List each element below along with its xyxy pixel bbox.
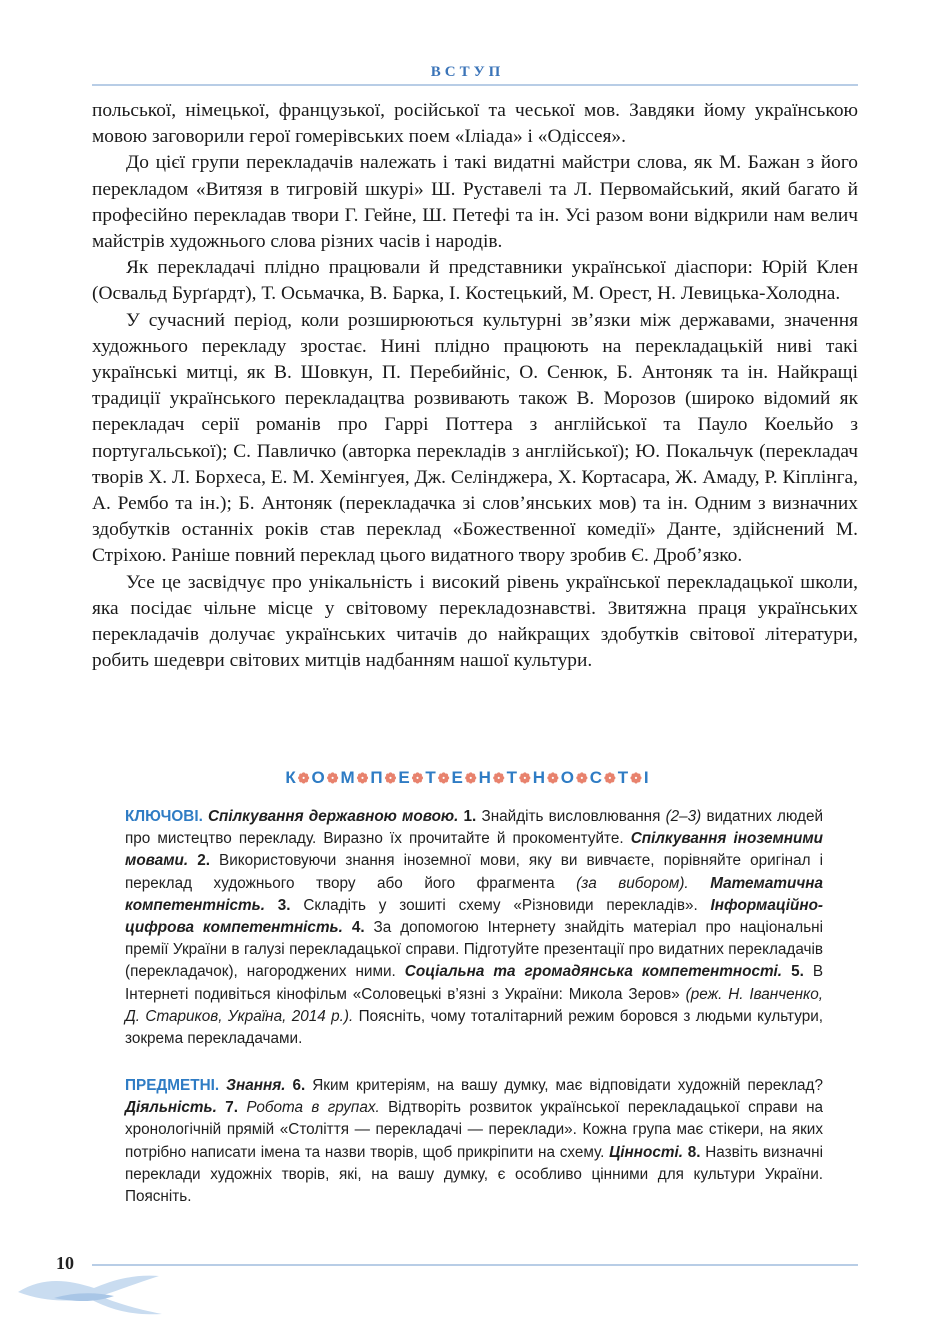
heading-letter: Е [398, 768, 411, 787]
page-number: 10 [56, 1253, 74, 1273]
shell-icon: ❁ [384, 770, 398, 786]
heading-letter: Т [506, 768, 519, 787]
task-text: Яким критеріям, на вашу думку, має відповідати художній переклад? [312, 1077, 823, 1094]
task-note: (2–3) [665, 808, 702, 825]
task-text: Знайдіть висловлювання [481, 808, 661, 825]
key-label: КЛЮЧОВІ. [125, 808, 203, 825]
shell-icon: ❁ [492, 770, 506, 786]
shell-icon: ❁ [464, 770, 478, 786]
task-text: Назвіть визначні переклади художніх творів, які, на вашу думку, є особливо цінними для культури України. Поясніть. [125, 1143, 823, 1206]
heading-letter: П [370, 768, 384, 787]
subject-competencies [125, 1075, 823, 1208]
heading-letter: М [340, 768, 356, 787]
competency-name: Спілкування іноземними мовами. [125, 830, 824, 870]
heading-letter: І [643, 768, 650, 787]
task-number: 3. [277, 896, 291, 914]
task-number: 7. [225, 1099, 238, 1117]
task-text: В Інтернеті подивіться кінофільм «Соловецькі в’язні з України: Микола Зеров» [125, 963, 824, 1003]
task-text: За допомогою Інтернету знайдіть матеріал про національні премії України в галузі перекладацької справи. Підготуйте презентації про видатних перекладачів (перекладачок), нагороджених ними. [125, 919, 824, 981]
paragraph: польської, німецької, французької, російської та чеської мов. Завдяки йому українською мовою заговорили герої гомерівських поем «Іліада» і «Одіссея». [92, 100, 858, 148]
shell-icon: ❁ [437, 770, 451, 786]
competency-name: Соціальна та громадянська компетентності. [404, 963, 783, 981]
birds-decoration-icon [14, 1262, 174, 1322]
task-number: 8. [687, 1143, 701, 1161]
subject-label: ПРЕДМЕТНІ. [125, 1077, 220, 1094]
header-divider [92, 84, 858, 86]
shell-icon: ❁ [356, 770, 370, 786]
shell-icon: ❁ [576, 770, 589, 786]
heading-letter: О [560, 768, 575, 787]
footer-divider [92, 1264, 858, 1266]
shell-icon: ❁ [326, 770, 340, 786]
heading-letter: Н [478, 768, 492, 787]
running-header: ВСТУП [430, 64, 505, 80]
task-number: 2. [197, 852, 210, 870]
task-text: видатних людей про мистецтво перекладу. Виразно їх прочитайте й прокоментуйте. [125, 808, 824, 848]
shell-icon: ❁ [519, 770, 532, 786]
task-number: 5. [791, 963, 804, 981]
task-note: (реж. Н. Іванченко, Д. Стариков, Україна, 2014 р.). [125, 985, 824, 1025]
shell-icon: ❁ [630, 770, 643, 786]
competency-name: Інформаційно-цифрова компетентність. [125, 896, 824, 937]
task-number: 1. [463, 808, 477, 825]
shell-icon: ❁ [604, 770, 617, 786]
task-note: (за вибором). [576, 874, 689, 892]
paragraph: Усе це засвідчує про унікальність і високий рівень української перекладацької школи, яка посідає чільне місце у світовому перекладознавстві. Звитяжна праця українських перекладачів долучає українських читачів до найкращих здобутків світової літератури, робить шедеври світових митців надбанням нашої культури. [92, 571, 858, 672]
competency-name: Цінності. [609, 1143, 683, 1161]
shell-icon: ❁ [547, 770, 560, 786]
heading-letter: Т [425, 768, 437, 787]
heading-letter: Т [617, 768, 630, 787]
task-text: Складіть у зошиті схему «Різновиди перекладів». [303, 896, 698, 914]
heading-letter: К [285, 768, 297, 787]
task-note: Робота в групах. [246, 1099, 380, 1117]
heading-letter: О [311, 768, 326, 787]
competency-name: Математична компетентність. [125, 874, 823, 914]
task-text: Використовуючи знання іноземної мови, яку ви вивчаєте, порівняйте оригінал і переклад художнього твору або його фрагмента [125, 852, 824, 892]
task-text: Поясніть, чому тоталітарний режим боровся з людьми культури, зокрема перекладачами. [125, 1007, 823, 1048]
task-number: 6. [292, 1077, 306, 1094]
heading-letter: Е [451, 768, 464, 787]
task-text: Відтворіть розвиток української перекладацької справи на хронологічній прямій «Століття — перекладачі — переклади». Кожна група має стікери, на яких потрібно написати імена та назви творів, щоб прикріпити на схему. [125, 1099, 824, 1161]
competency-name: Діяльність. [125, 1099, 217, 1117]
shell-icon: ❁ [411, 770, 425, 786]
paragraph: У сучасний період, коли розширюються культурні зв’язки між державами, значення художнього перекладу зростає. Нині плідно працюють на перекладацькій ниві такі українські митці, як В. Шовкун, П. Перебийніс, О. Сенюк, Б. Антоняк та ін. Найкращі традиції українського перекладацтва розвивають також В. Морозов (широко відомий як перекладач серії романів про Гаррі Поттера з англійської та Пауло Коельйо з португальської); С. Павличко (авторка перекладів з англійської); Ю. Покальчук (перекладач творів Х. Л. Борхеса, Е. М. Хемінгуея, Дж. Селінджера, Х. Кортасара, Ж. Амаду, Р. Кіплінга, А. Рембо та ін.); Б. Антоняк (перекладачка зі слов’янських мов) та ін. Одним з визначних здобутків останніх років став переклад «Божественної комедії» Данте, здійснений М. Стріхою. Раніше повний переклад цього видатного твору зробив Є. Дроб’язко. [92, 309, 858, 567]
competency-name: Знання. [226, 1077, 286, 1094]
shell-icon: ❁ [297, 770, 311, 786]
main-text [92, 98, 858, 674]
key-competencies [125, 806, 823, 1050]
competency-name: Спілкування державною мовою. [208, 808, 459, 825]
task-number: 4. [351, 919, 365, 937]
competencies-heading [0, 768, 935, 788]
paragraph: До цієї групи перекладачів належать і такі видатні майстри слова, як М. Бажан з його перекладом «Витязя в тигровій шкурі» Ш. Руставелі та Л. Первомайський, який багато й професійно перекладав твори Г. Гейне, Ш. Петефі та ін. Усі разом вони відкрили нам велич майстрів художнього слова різних часів і народів. [92, 152, 858, 253]
heading-letter: С [589, 768, 604, 787]
paragraph: Як перекладачі плідно працювали й представники української діаспори: Юрій Клен (Освальд Бурґардт), Т. Осьмачка, В. Барка, І. Костецький, М. Орест, Н. Левицька-Холодна. [92, 257, 858, 305]
heading-letter: Н [532, 768, 547, 787]
